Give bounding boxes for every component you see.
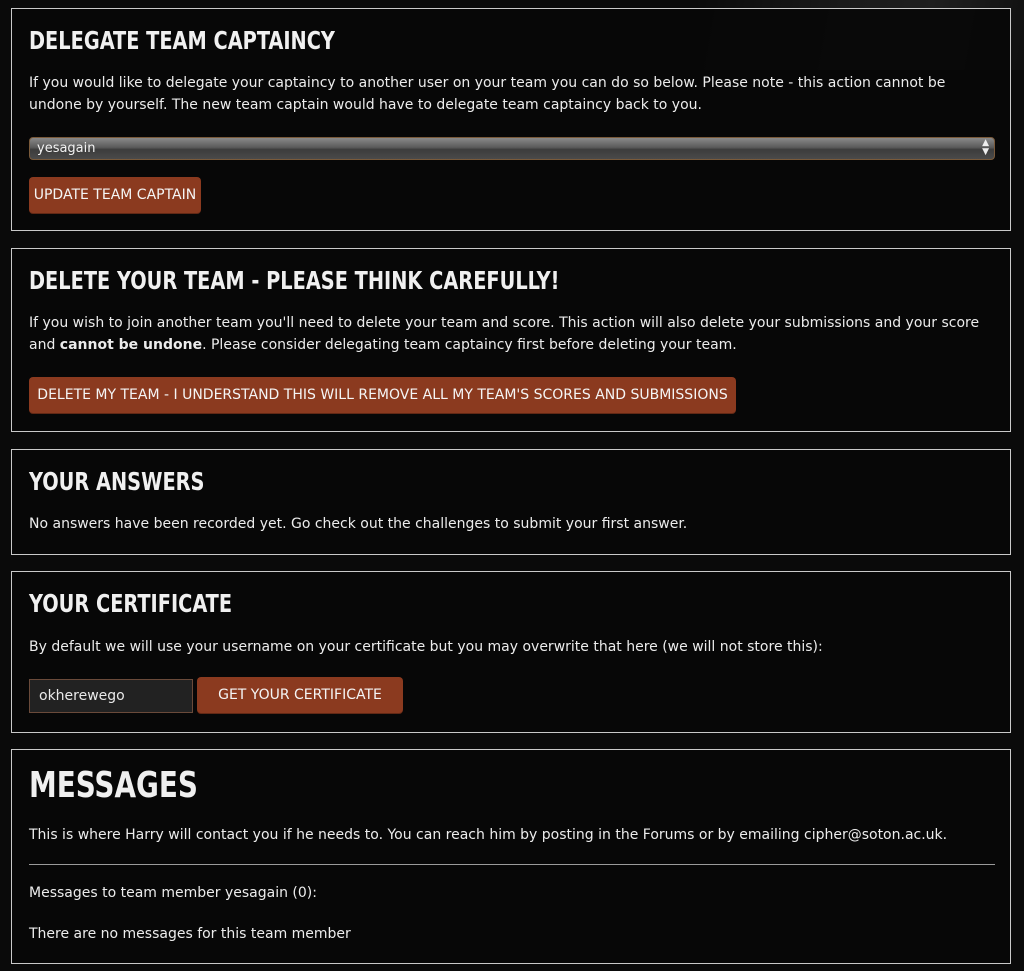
delegate-captaincy-description: If you would like to delegate your captaincy to another user on your team you can do so below. Please note - this action cannot be undone by yourself. The new team captain would have to delegate team captaincy back to you. <box>29 75 946 113</box>
delete-my-team-button[interactable]: DELETE MY TEAM - I UNDERSTAND THIS WILL REMOVE ALL MY TEAM'S SCORES AND SUBMISSIONS <box>29 377 736 414</box>
select-arrows-icon: ▲ ▼ <box>982 138 989 157</box>
messages-description: This is where Harry will contact you if he needs to. You can reach him by posting in the Forums or by emailing cipher@soton.ac.uk. <box>29 827 948 843</box>
messages-member-line: Messages to team member yesagain (0): <box>29 885 317 901</box>
delete-team-panel <box>11 248 1011 432</box>
team-member-select-value: yesagain <box>37 141 96 156</box>
delete-team-description <box>29 312 995 356</box>
delete-team-description-text: If you wish to join another team you'll need to delete your team and score. This action will also delete your submissions and your score and <box>29 315 980 353</box>
delete-team-description-tail: . Please consider delegating team captaincy first before deleting your team. <box>202 337 737 353</box>
your-answers-panel <box>11 449 1011 555</box>
messages-empty-text: There are no messages for this team member <box>29 926 351 942</box>
update-team-captain-button[interactable]: UPDATE TEAM CAPTAIN <box>29 177 201 214</box>
your-answers-description: No answers have been recorded yet. Go check out the challenges to submit your first answer. <box>29 516 688 532</box>
your-certificate-panel <box>11 571 1011 733</box>
delete-team-warning-bold: cannot be undone <box>59 337 203 353</box>
delegate-captaincy-title: DELEGATE TEAM CAPTAINCY <box>29 26 335 55</box>
team-member-select[interactable] <box>29 137 995 160</box>
your-certificate-title: YOUR CERTIFICATE <box>29 589 233 618</box>
your-answers-title: YOUR ANSWERS <box>29 467 205 496</box>
messages-divider <box>29 864 995 865</box>
messages-panel <box>11 749 1011 964</box>
delegate-captaincy-panel <box>11 8 1011 231</box>
delete-team-title: DELETE YOUR TEAM - PLEASE THINK CAREFULLY! <box>29 266 560 295</box>
messages-title: MESSAGES <box>29 765 199 806</box>
your-certificate-description: By default we will use your username on your certificate but you may overwrite that here (we will not store this): <box>29 639 823 655</box>
get-your-certificate-button[interactable]: GET YOUR CERTIFICATE <box>197 677 403 714</box>
certificate-name-input[interactable]: okherewego <box>29 679 193 713</box>
